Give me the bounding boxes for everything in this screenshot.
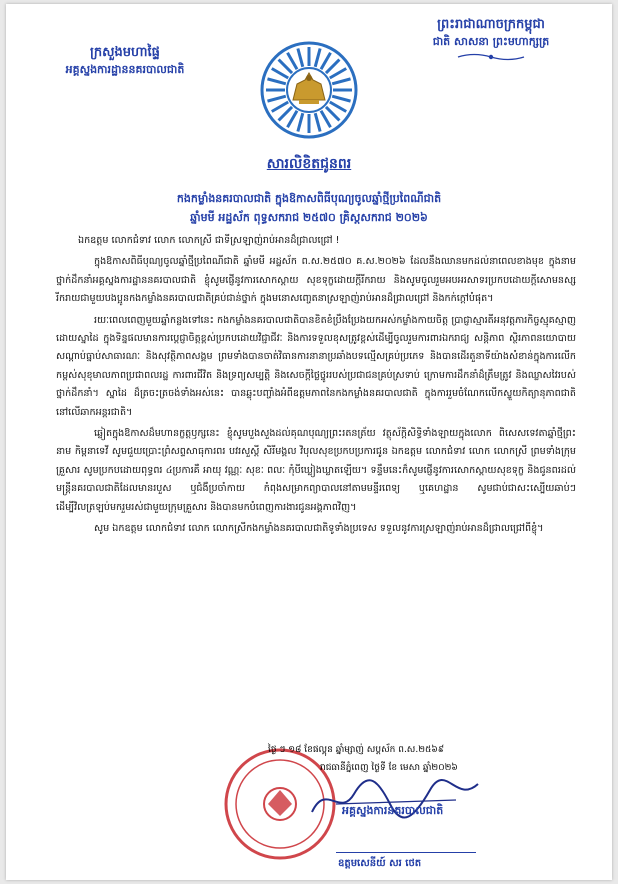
header-ministry bbox=[40, 44, 210, 78]
date-lunar: ថ្ងៃ ៗ ១៨ ខែផល្គុន ឆ្នាំម្សាញ់ សប្តស័ក ព.ស.២៥៦៩ bbox=[268, 745, 445, 755]
signature-organization: អគ្គស្នងការនគរបាលជាតិ bbox=[342, 804, 444, 817]
police-emblem-icon bbox=[259, 40, 359, 140]
signature-underline bbox=[336, 852, 476, 853]
ornament-divider-icon bbox=[456, 52, 526, 62]
letter-subtitle-2: ឆ្នាំមមី អដ្ឋស័ក ពុទ្ធសករាជ ២៥៧០ គ្រិស្តសករាជ ២០២៦ bbox=[190, 211, 428, 224]
greeting: ឯកឧត្តម លោកជំទាវ លោក លោកស្រី ជាទីស្រឡាញ់រាប់អានដ៏ជ្រាលជ្រៅ ! bbox=[78, 235, 340, 246]
kingdom-title: ព្រះរាជាណាចក្រកម្ពុជា bbox=[437, 17, 545, 32]
letter-body bbox=[56, 232, 576, 542]
letter-subtitle-1: កងកម្លាំងនគរបាលជាតិ ក្នុងឱកាសពិធីបុណ្យចូលឆ្នាំថ្មីប្រពៃណីជាតិ bbox=[176, 192, 442, 205]
department-name: អគ្គស្នងការដ្ឋាននគរបាលជាតិ bbox=[65, 63, 185, 76]
paragraph-2: រយៈពេលពេញមួយឆ្នាំកន្លងទៅនេះ កងកម្លាំងនគរបាលជាតិបានខិតខំប្រឹងប្រែងយកអស់កម្លាំងកាយចិត្ត ប្រាជ្ញាស្មារតីអនុវត្តភារកិច្ចស្មុគស្មាញដោយស្នាដៃ ក្នុងទិន្នផលមានការប្តេជ្ញាចិត្តខ្ពស់ប្រកបដោយវិជ្ជាជីវៈ និងការទទួលខុសត្រូវខ្ពស់ដើម្បីចូលរួមការពារឯករាជ្យ សន្តិភាព ស្ថិរភាពនយោបាយ សណ្តាប់ធ្នាប់សាធារណៈ និងសុវត្ថិភាពសង្គម ព្រមទាំងបានចាត់វិធានការនានាប្រឆាំងបទល្មើសគ្រប់ប្រភេទ និងបានដើរតួនាទីយ៉ាងសំខាន់ក្នុងការលើកកម្ពស់សុខុមាលភាពប្រជាពលរដ្ឋ ការពារជីវិត និងទ្រព្យសម្បត្តិ និងសេចក្តីថ្លៃថ្នូររបស់ប្រជាជនគ្រប់ស្រទាប់ ក្រោមការដឹកនាំដ៏ត្រឹមត្រូវ និងឈ្លាសវៃរបស់ថ្នាក់ដឹកនាំ។ ស្នាដៃ ដ៏ត្រចះត្រចង់ទាំងអស់នេះ បានឆ្លុះបញ្ចាំងអំពីឧត្តមភាពនៃកងកម្លាំងនគរបាលជាតិ ក្នុងការរួមចំណែកលើកស្ទួយកិត្យានុភាពជាតិនៅលើឆាកអន្តរជាតិ។ bbox=[56, 314, 576, 418]
paragraph-4: សូម ឯកឧត្តម លោកជំទាវ លោក លោកស្រីកងកម្លាំងនគរបាលជាតិទូទាំងប្រទេស ទទួលនូវការស្រឡាញ់រាប់អានដ៏ជ្រាលជ្រៅពីខ្ញុំ។ bbox=[94, 523, 544, 535]
signatory-name: ឧត្តមសេនីយ៍ សរ ថេត bbox=[338, 858, 422, 869]
letter-title: សារលិខិតជូនពរ bbox=[266, 156, 352, 172]
paragraph-1: ក្នុងឱកាសពិធីបុណ្យចូលឆ្នាំថ្មីប្រពៃណីជាតិ ឆ្នាំមមី អដ្ឋស័ក ព.ស.២៥៧០ គ.ស.២០២៦ ដែលនឹងឈានមកដល់នាពេលខាងមុខ ក្នុងនាមថ្នាក់ដឹកនាំអគ្គស្នងការដ្ឋាននគរបាលជាតិ ខ្ញុំសូមផ្ញើនូវការសោកស្តាយ សុខទុក្ខដោយក្តីរីករាយ និងសូមចូលរួមអបអរសាទរប្រកបដោយក្តីសោមនស្សរីករាយជាមួយបងប្អូនកងកម្លាំងនគរបាលជាតិគ្រប់ជាន់ថ្នាក់ ក្នុងមនោសញ្ចេតនាស្រឡាញ់រាប់អានដ៏ជ្រាលជ្រៅ និងកក់ក្តៅបំផុត។ bbox=[56, 256, 576, 305]
date-solar: រាជធានីភ្នំពេញ ថ្ងៃទី ខែ មេសា ឆ្នាំ២០២៦ bbox=[320, 763, 458, 773]
letter-page bbox=[6, 4, 612, 880]
header-kingdom bbox=[396, 16, 586, 62]
kingdom-motto: ជាតិ សាសនា ព្រះមហាក្សត្រ bbox=[432, 35, 550, 48]
paragraph-3: ឆ្លៀតក្នុងឱកាសដ៏មហានក្ខត្តឫក្សនេះ ខ្ញុំសូមបួងសួងដល់គុណបុណ្យព្រះរតនត្រ័យ វត្ថុស័ក្តិសិទ្ធិទាំងឡាយក្នុងលោក ពិសេសទេវតាឆ្នាំថ្មីព្រះនាម កិម្ពនាទេវី សូមជួយប្រោះព្រំសព្ទសាធុការពរ បវរសួស្តី សិរីមង្គល វិបុលសុខប្រកបប្រការជូន ឯកឧត្តម លោកជំទាវ លោក លោកស្រី ព្រមទាំងក្រុមគ្រួសារ សូមប្រកបដោយពុទ្ធពរ ៤ប្រការគឺ អាយុ វណ្ណៈ សុខៈ ពលៈ កុំបីឃ្លៀងឃ្លាតឡើយ។ ទន្ទឹមនេះក៏សូមផ្ញើនូវការសោកស្តាយសុខទុក្ខ និងជូនពរដល់មន្ត្រីនគរបាលជាតិដែលមានរបួស ឬជំងឺប្រចាំកាយ កំពុងសម្រាកព្យាបាលនៅតាមមន្ទីរពេទ្យ ឬគេហដ្ឋាន សូមជាប់ជាសះស្បើយឆាប់ៗដើម្បីវិលត្រឡប់មករួមរស់ជាមួយក្រុមគ្រួសារ និងបានមកបំពេញការងារជូនអង្គភាពវិញ។ bbox=[56, 428, 576, 513]
ministry-name: ក្រសួងមហាផ្ទៃ bbox=[90, 45, 160, 60]
